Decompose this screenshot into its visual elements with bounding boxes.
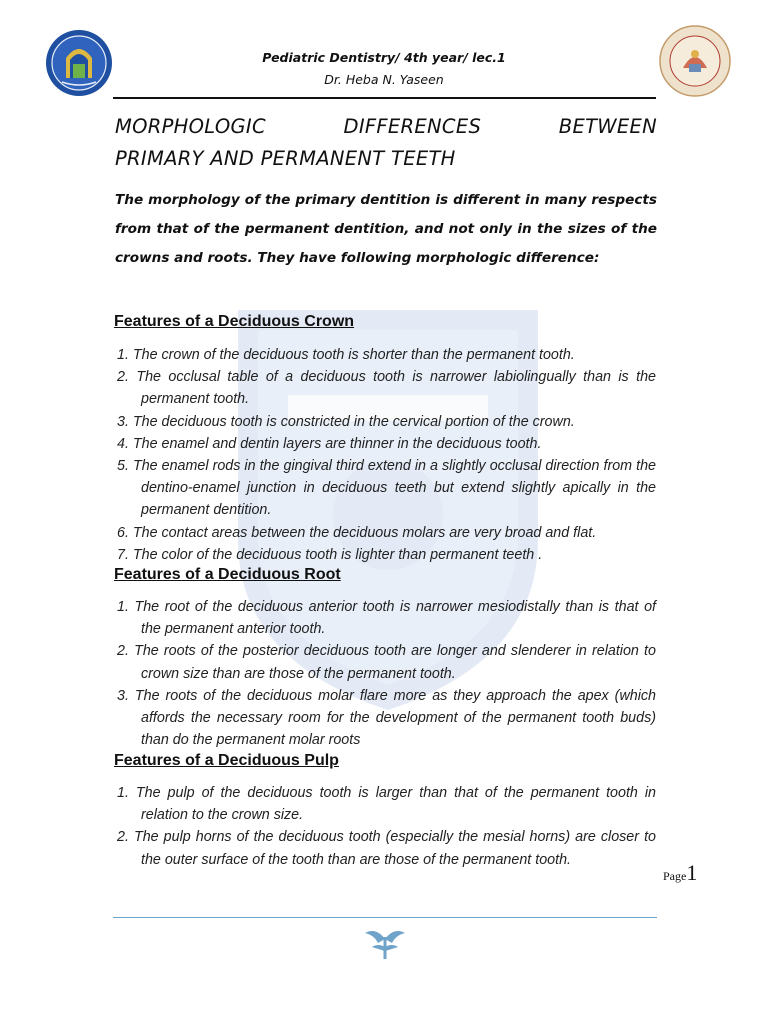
list-item: 1. The root of the deciduous anterior tooth is narrower mesiodistally than is that of the permanent anterior tooth.: [117, 599, 656, 638]
list-item: 4. The enamel and dentin layers are thinner in the deciduous tooth.: [117, 435, 542, 452]
page-word: Page: [663, 869, 687, 883]
title-line-2: PRIMARY AND PERMANENT TEETH: [115, 147, 456, 170]
root-feature-list: [117, 596, 656, 751]
list-item: 1. The crown of the deciduous tooth is shorter than the permanent tooth.: [117, 347, 575, 363]
list-item: 3. The roots of the deciduous molar flare more as they approach the apex (which affords the necessary room for the development of the permanent tooth buds) than do the permanent molar roots: [117, 687, 656, 749]
section-heading-crown: Features of a Deciduous Crown: [114, 313, 355, 330]
header-author: Dr. Heba N. Yaseen: [324, 72, 444, 87]
page-number: [663, 860, 697, 886]
page-number-value: 1: [686, 860, 698, 885]
list-item: 7. The color of the deciduous tooth is lighter than permanent teeth .: [117, 546, 543, 563]
list-item: 3. The deciduous tooth is constricted in the cervical portion of the crown.: [117, 413, 575, 430]
pulp-feature-list: [117, 782, 656, 871]
footer-ornament-icon: [362, 925, 408, 961]
title-word-2: DIFFERENCES: [343, 115, 482, 138]
header-course: Pediatric Dentistry/ 4th year/ lec.1: [262, 50, 506, 65]
crown-feature-list: [117, 344, 656, 566]
title-word-1: MORPHOLOGIC: [115, 115, 266, 138]
list-item: 2. The occlusal table of a deciduous tooth is narrower labiolingually than is the permanent tooth.: [117, 369, 656, 408]
list-item: 2. The roots of the posterior deciduous tooth are longer and slenderer in relation to crown size than are those of the permanent tooth.: [117, 643, 656, 682]
list-item: 6. The contact areas between the deciduous molars are very broad and flat.: [117, 524, 597, 541]
list-item: 2. The pulp horns of the deciduous tooth (especially the mesial horns) are closer to the outer surface of the tooth than are those of the permanent tooth.: [117, 829, 656, 868]
section-heading-pulp: Features of a Deciduous Pulp: [114, 752, 339, 769]
section-heading-root: Features of a Deciduous Root: [114, 566, 341, 583]
page-title: [115, 111, 657, 175]
footer-divider: [113, 917, 657, 918]
header-divider: [113, 97, 656, 99]
title-word-3: BETWEEN: [558, 115, 657, 138]
intro-paragraph: The morphology of the primary dentition is different in many respects from that of the permanent dentition, and not only in the sizes of the crowns and roots. They have following morphologic difference:: [115, 192, 657, 266]
list-item: 1. The pulp of the deciduous tooth is larger than that of the permanent tooth in relation to the crown size.: [117, 785, 656, 824]
list-item: 5. The enamel rods in the gingival third extend in a slightly occlusal direction from the dentino-enamel junction in deciduous teeth but extend slightly apically in the permanent dentition.: [117, 458, 656, 519]
